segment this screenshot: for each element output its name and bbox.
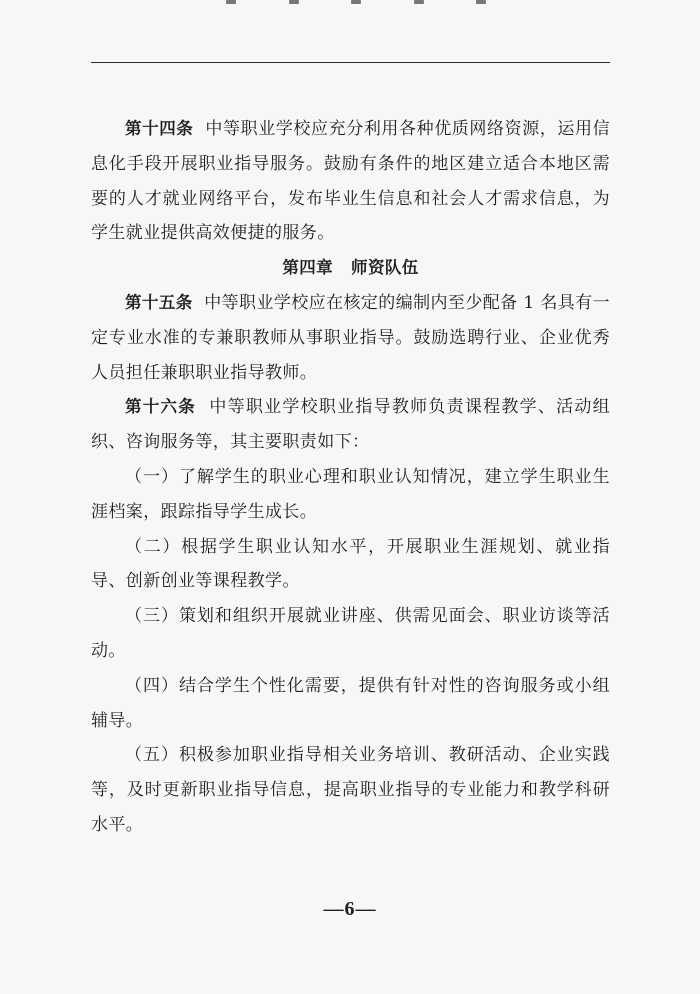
duty-item-5: （五）积极参加职业指导相关业务培训、教研活动、企业实践等，及时更新职业指导信息，提高职业指导的专业能力和教学科研水平。 bbox=[91, 745, 610, 835]
chapter-title: 师资队伍 bbox=[351, 258, 419, 278]
duty-item-4: （四）结合学生个性化需要，提供有针对性的咨询服务或小组辅导。 bbox=[91, 675, 610, 731]
header-rule bbox=[91, 62, 610, 63]
chapter-number: 第四章 bbox=[282, 258, 334, 278]
chapter-heading bbox=[91, 251, 610, 286]
duty-item-2: （二）根据学生职业认知水平，开展职业生涯规划、就业指导、创新创业等课程教学。 bbox=[91, 536, 610, 592]
article-text: 中等职业学校应充分利用各种优质网络资源，运用信息化手段开展职业指导服务。鼓励有条件的地区建立适合本地区需要的人才就业网络平台，发布毕业生信息和社会人才需求信息，为学生就业提供高效便捷的服务。 bbox=[91, 119, 611, 244]
article-number: 第十六条 bbox=[125, 397, 197, 417]
scan-artifact bbox=[226, 0, 486, 5]
article-14 bbox=[91, 112, 610, 251]
article-number: 第十四条 bbox=[125, 119, 194, 138]
article-number: 第十五条 bbox=[125, 292, 193, 312]
article-text: 中等职业学校应在核定的编制内至少配备 1 名具有一定专业水准的专兼职教师从事职业指导。鼓励选聘行业、企业优秀人员担任兼职职业指导教师。 bbox=[91, 292, 610, 383]
article-text: 中等职业学校职业指导教师负责课程教学、活动组织、咨询服务等，其主要职责如下： bbox=[91, 397, 610, 453]
article-15 bbox=[91, 286, 610, 390]
page-number: —6— bbox=[323, 898, 377, 920]
document-body bbox=[91, 112, 610, 843]
duty-item-1: （一）了解学生的职业心理和职业认知情况，建立学生职业生涯档案，跟踪指导学生成长。 bbox=[91, 466, 610, 522]
duty-item-3: （三）策划和组织开展就业讲座、供需见面会、职业访谈等活动。 bbox=[91, 606, 610, 661]
article-16 bbox=[91, 390, 610, 460]
